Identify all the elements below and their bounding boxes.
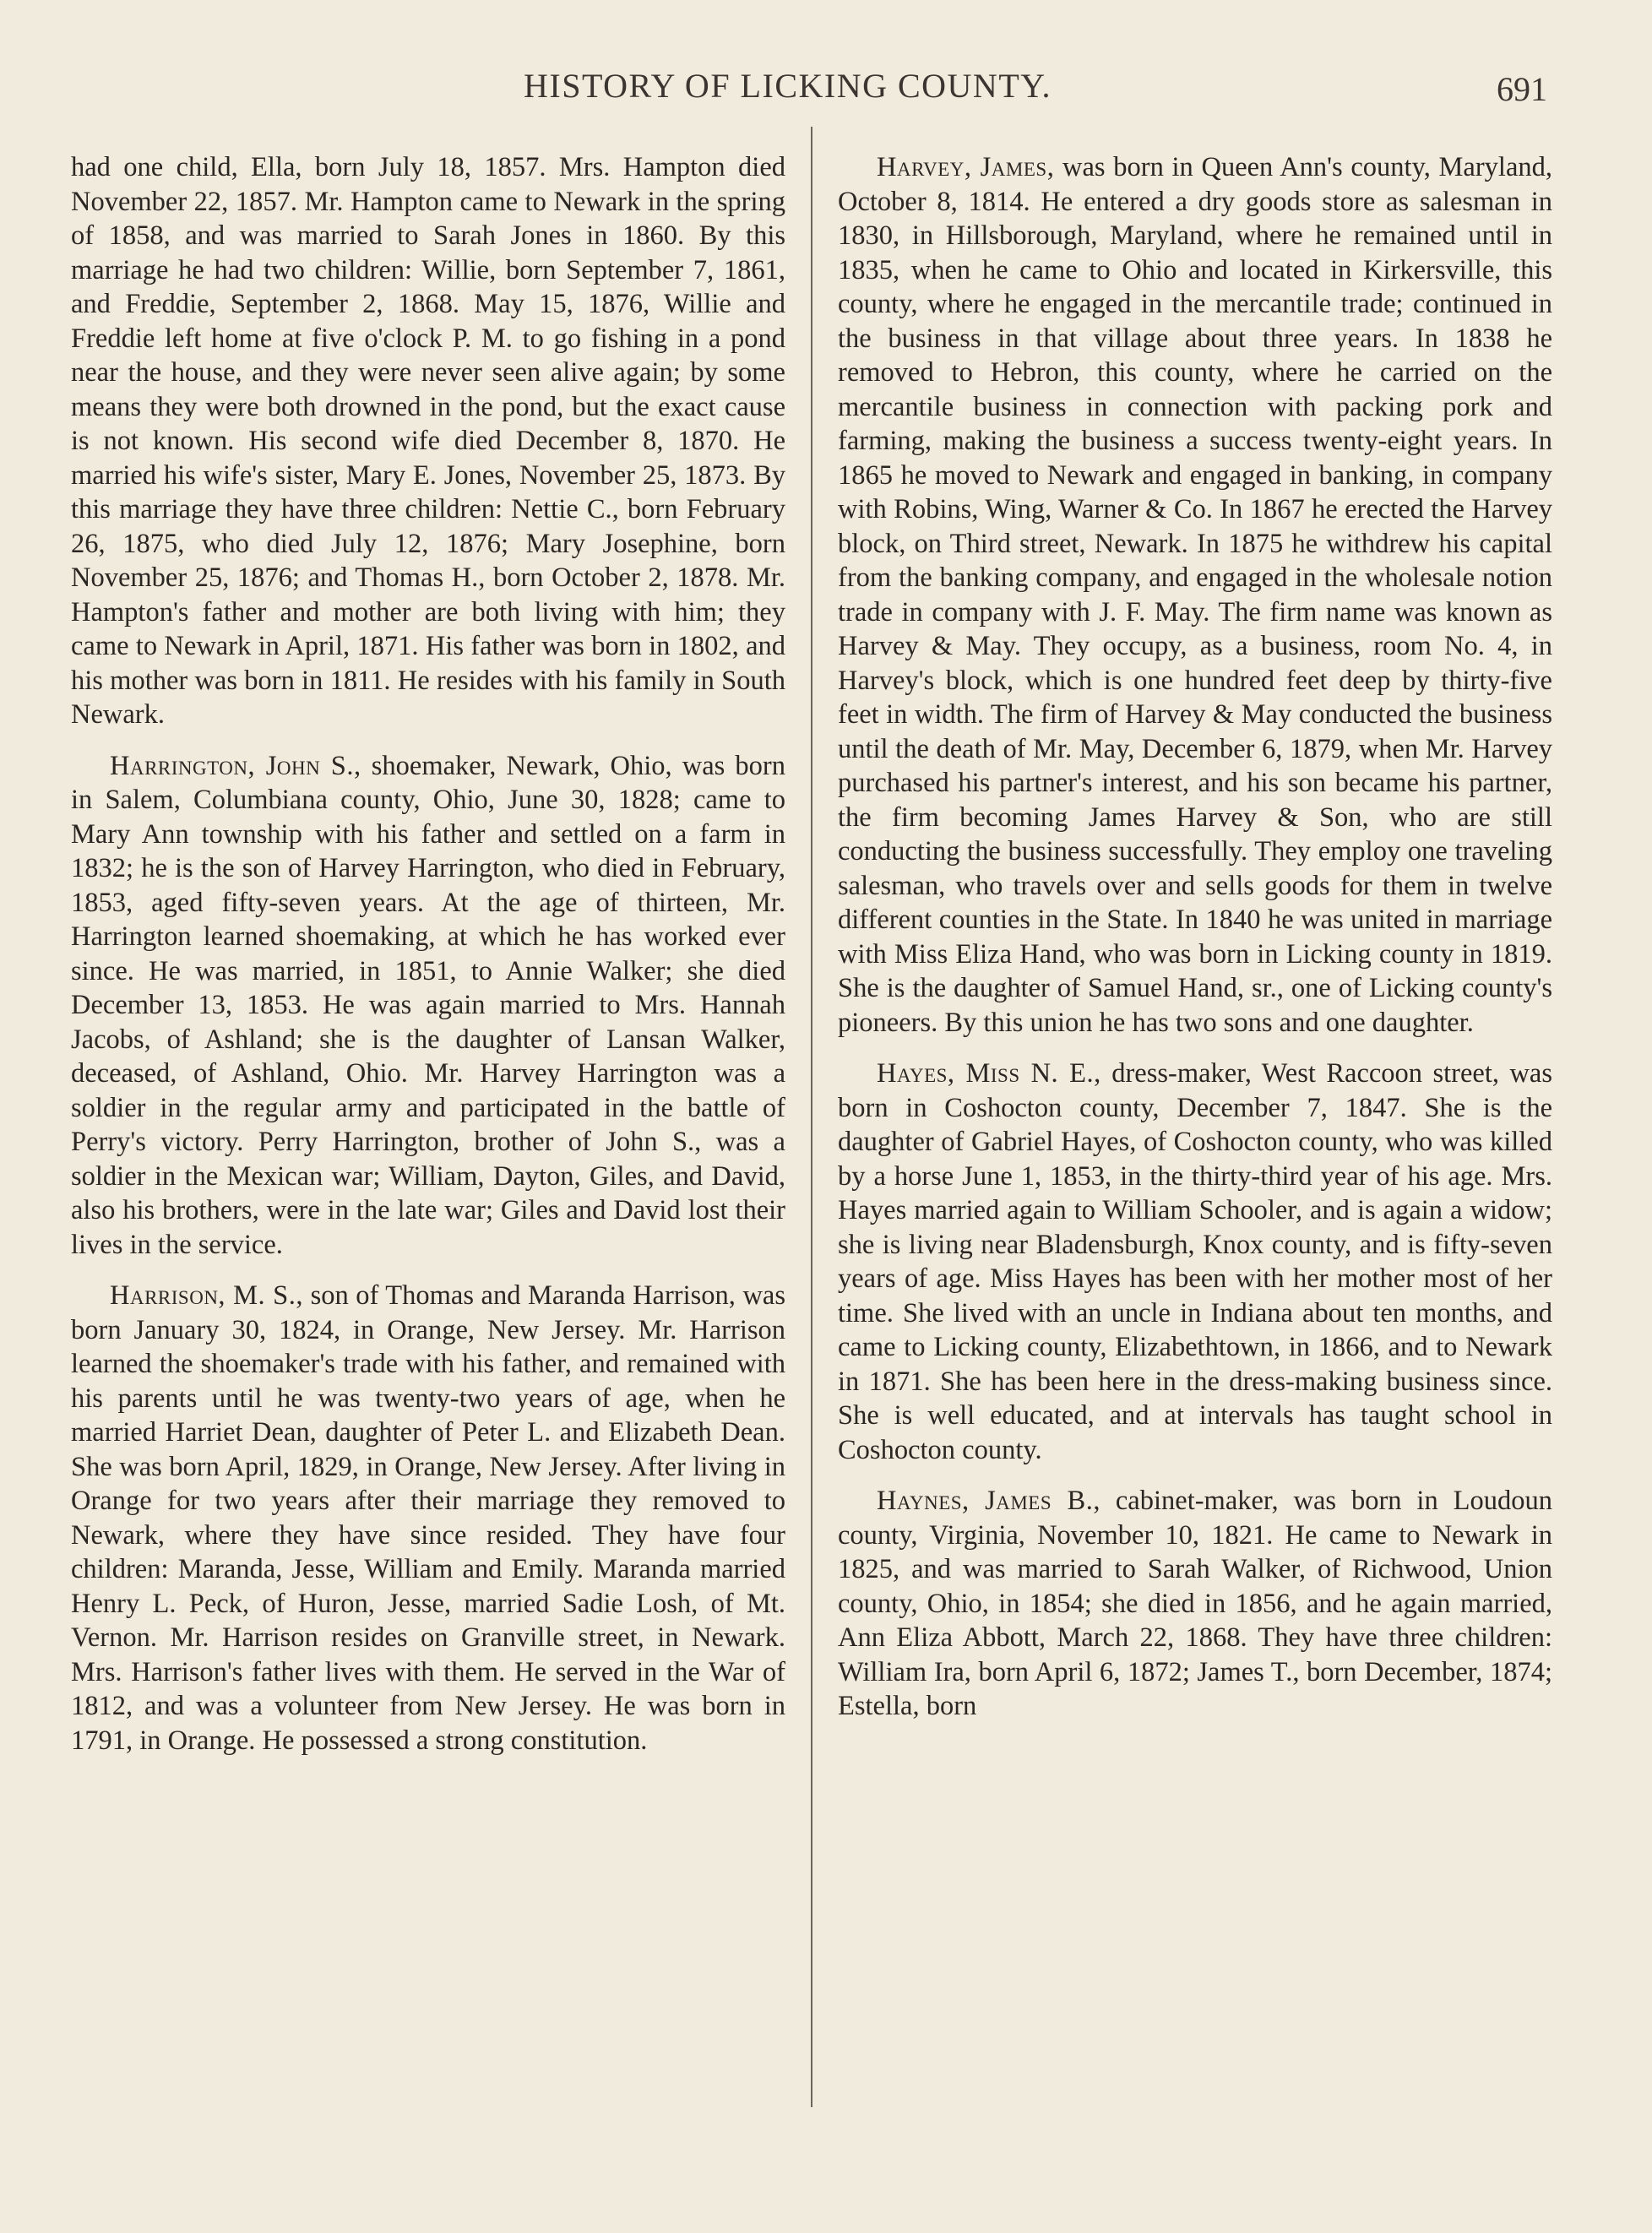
entry-text: was born in Queen Ann's county, Maryland, October 8, 1814. He entered a dry goods store as salesman in 1830, in Hillsborough, Maryland, where he remained until in 1835, when he came to Ohio and located in Kirkersville, this county, where he engaged in the mercantile trade; continued in the business in that village about three years. In 1838 he removed to Hebron, this county, where he carried on the mercantile business in connection with packing pork and farming, making the business a success twenty-eight years. In 1865 he moved to Newark and engaged in banking, in company with Robins, Wing, Warner & Co. In 1867 he erected the Harvey block, on Third street, Newark. In 1875 he withdrew his capital from the banking company, and engaged in the wholesale notion trade in company with J. F. May. The firm name was known as Harvey & May. They occupy, as a business, room No. 4, in Harvey's block, which is one hundred feet deep by thirty-five feet in width. The firm of Harvey & May conducted the business until the death of Mr. May, December 6, 1879, when Mr. Harvey purchased his partner's interest, and his son became his partner, the firm becoming James Harvey & Son, who are still conducting the business successfully. They employ one traveling salesman, who travels over and sells goods for them in twelve different counties in the State. In 1840 he was united in marriage with Miss Eliza Hand, who was born in Licking county in 1819. She is the daughter of Samuel Hand, sr., one of Licking county's pioneers. By this union he has two sons and one daughter. xyxy=(838,152,1552,1038)
entry-text: shoemaker, Newark, Ohio, was born in Salem, Columbiana county, Ohio, June 30, 1828; came to Mary Ann township with his father and settled on a farm in 1832; he is the son of Harvey Harrington, who died in February, 1853, aged fifty-seven years. At the age of thirteen, Mr. Harrington learned shoemaking, at which he has worked ever since. He was married, in 1851, to Annie Walker; she died December 13, 1853. He was again married to Mrs. Hannah Jacobs, of Ashland; she is the daughter of Lansan Walker, deceased, of Ashland, Ohio. Mr. Harvey Harrington was a soldier in the regular army and participated in the battle of Perry's victory. Perry Harrington, brother of John S., was a soldier in the Mexican war; William, Dayton, Giles, and David, also his brothers, were in the late war; Giles and David lost their lives in the service. xyxy=(71,750,785,1260)
entry-heading: Harrison, M. S., xyxy=(110,1280,304,1311)
entry-harrison xyxy=(71,1279,785,1758)
page-number: 691 xyxy=(1497,70,1547,108)
running-head: HISTORY OF LICKING COUNTY. xyxy=(524,67,1052,105)
entry-hampton-continued xyxy=(71,150,785,732)
entry-haynes xyxy=(838,1484,1552,1724)
entry-heading: Harvey, James, xyxy=(877,152,1055,182)
entry-hayes xyxy=(838,1057,1552,1467)
column-divider xyxy=(811,127,812,2107)
entry-text: son of Thomas and Maranda Harrison, was born January 30, 1824, in Orange, New Jersey. Mr. Harrison learned the shoemaker's trade with his father, and remained with his parents until he was twenty-two years of age, when he married Harriet Dean, daughter of Peter L. and Elizabeth Dean. She was born April, 1829, in Orange, New Jersey. After living in Orange for two years after their marriage they removed to Newark, where they have since resided. They have four children: Maranda, Jesse, William and Emily. Maranda married Henry L. Peck, of Huron, Jesse, married Sadie Losh, of Mt. Vernon. Mr. Harrison resides on Granville street, in Newark. Mrs. Harrison's father lives with them. He served in the War of 1812, and was a volunteer from New Jersey. He was born in 1791, in Orange. He possessed a strong constitution. xyxy=(71,1280,786,1756)
entry-heading: Hayes, Miss N. E., xyxy=(877,1058,1101,1089)
entry-harvey xyxy=(838,150,1552,1040)
entry-text: dress-maker, West Raccoon street, was born in Coshocton county, December 7, 1847. She is the daughter of Gabriel Hayes, of Coshocton county, who was killed by a horse June 1, 1853, in the thirty-third year of his age. Mrs. Hayes married again to William Schooler, and is again a widow; she is living near Bladensburgh, Knox county, and is fifty-seven years of age. Miss Hayes has been with her mother most of her time. She lived with an uncle in Indiana about ten months, and came to Licking county, Elizabethtown, in 1866, and to Newark in 1871. She has been here in the dress-making business since. She is well educated, and at intervals has taught school in Coshocton county. xyxy=(838,1058,1552,1465)
entry-harrington xyxy=(71,749,785,1263)
entry-heading: Haynes, James B., xyxy=(877,1486,1100,1516)
left-column xyxy=(71,150,785,1774)
entry-text: cabinet-maker, was born in Loudoun county, Virginia, November 10, 1821. He came to Newark in 1825, and was married to Sarah Walker, of Richwood, Union county, Ohio, in 1854; she died in 1856, and he again married, Ann Eliza Abbott, March 22, 1868. They have three children: William Ira, born April 6, 1872; James T., born December, 1874; Estella, born xyxy=(838,1486,1552,1721)
right-column xyxy=(838,150,1552,1741)
entry-text: had one child, Ella, born July 18, 1857. Mrs. Hampton died November 22, 1857. Mr. Hampton came to Newark in the spring of 1858, and was married to Sarah Jones in 1860. By this marriage he had two children: Willie, born September 7, 1861, and Freddie, September 2, 1868. May 15, 1876, Willie and Freddie left home at five o'clock P. M. to go fishing in a pond near the house, and they were never seen alive again; by some means they were both drowned in the pond, but the exact cause is not known. His second wife died December 8, 1870. He married his wife's sister, Mary E. Jones, November 25, 1873. By this marriage they have three children: Nettie C., born February 26, 1875, who died July 12, 1876; Mary Josephine, born November 25, 1876; and Thomas H., born October 2, 1878. Mr. Hampton's father and mother are both living with him; they came to Newark in April, 1871. His father was born in 1802, and his mother was born in 1811. He resides with his family in South Newark. xyxy=(71,152,785,730)
entry-heading: Harrington, John S., xyxy=(110,750,361,781)
